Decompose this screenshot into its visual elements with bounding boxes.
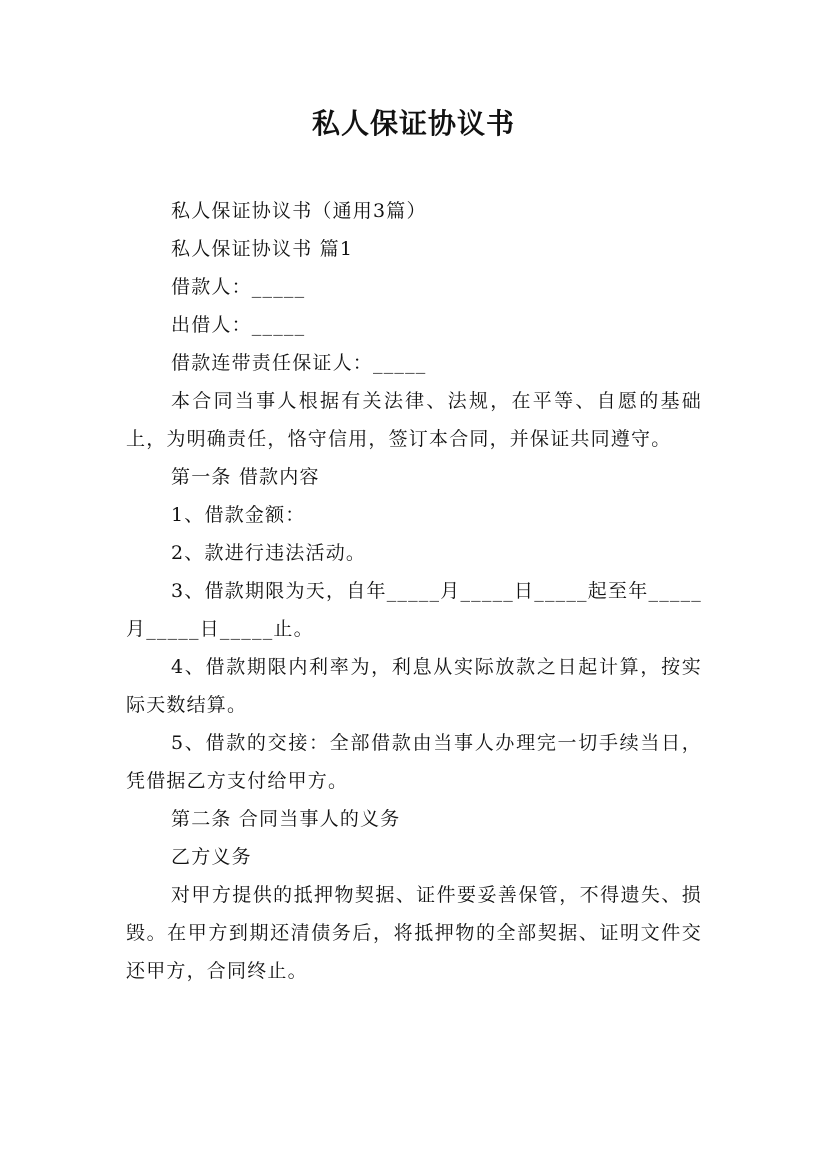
paragraph-article-1: 第一条 借款内容: [171, 466, 320, 488]
document-body: [126, 192, 702, 990]
document-title: 私人保证协议书: [311, 107, 515, 140]
paragraph-item-5: 5、借款的交接：全部借款由当事人办理完一切手续当日，凭借据乙方支付给甲方。: [126, 732, 702, 792]
paragraph-lender: 出借人：_____: [171, 314, 306, 336]
paragraph-item-3: 3、借款期限为天，自年_____月_____日_____起至年_____月_____日_____止。: [126, 580, 702, 640]
paragraph-article-2: 第二条 合同当事人的义务: [171, 808, 401, 830]
paragraph-party-b-duties: 乙方义务: [171, 846, 252, 868]
paragraph-guarantor: 借款连带责任保证人：_____: [171, 352, 427, 374]
paragraph-heading: 私人保证协议书（通用3篇）: [171, 200, 427, 222]
paragraph-section-title: 私人保证协议书 篇1: [171, 238, 354, 260]
paragraph-preamble: 本合同当事人根据有关法律、法规，在平等、自愿的基础上，为明确责任，恪守信用，签订本合同，并保证共同遵守。: [126, 390, 702, 450]
paragraph-item-2: 2、款进行违法活动。: [171, 542, 367, 564]
paragraph-item-1: 1、借款金额：: [171, 504, 306, 526]
paragraph-borrower: 借款人：_____: [171, 276, 306, 298]
paragraph-duties-detail: 对甲方提供的抵押物契据、证件要妥善保管，不得遗失、损毁。在甲方到期还清债务后，将抵押物的全部契据、证明文件交还甲方，合同终止。: [126, 884, 702, 982]
paragraph-item-4: 4、借款期限内利率为，利息从实际放款之日起计算，按实际天数结算。: [126, 656, 702, 716]
